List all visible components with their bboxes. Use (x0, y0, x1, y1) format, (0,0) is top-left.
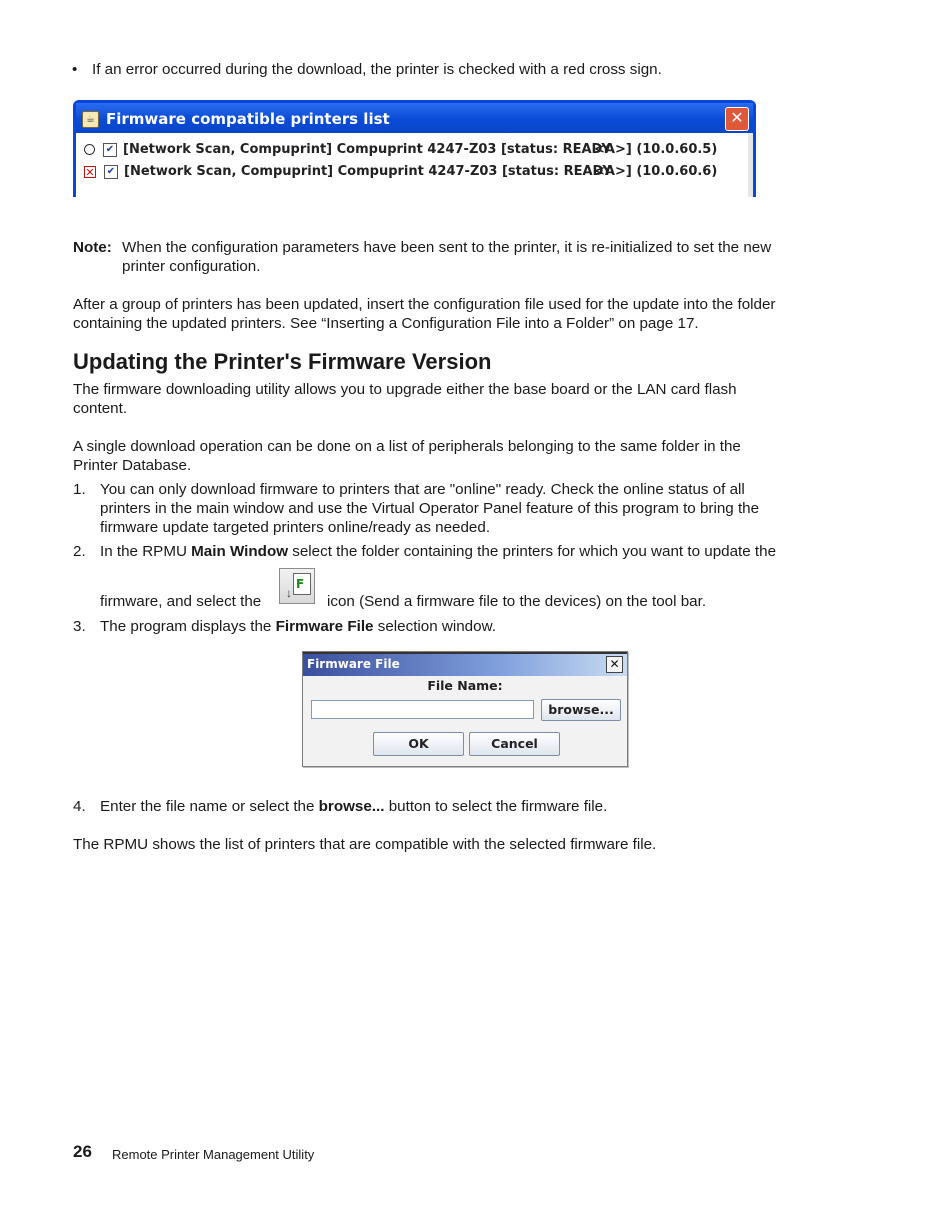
file-name-input[interactable] (311, 700, 534, 719)
step-2-post: select the folder containing the printers for which you want to update the (288, 543, 777, 560)
step-1-line1: You can only download firmware to printers that are "online" ready. Check the online status of all (100, 481, 745, 498)
bullet-dot: • (72, 61, 78, 78)
step-4-bold: browse... (318, 798, 385, 815)
error-bullet-text: If an error occurred during the download, the printer is checked with a red cross sign. (92, 61, 662, 78)
section-p2-line2: Printer Database. (73, 457, 192, 474)
checkbox[interactable]: ✔ (104, 165, 118, 179)
step-3-text (100, 617, 496, 636)
dialog-title: Firmware File (307, 657, 400, 671)
after-group-line1: After a group of printers has been updated, insert the configuration file used for the update into the folder (73, 296, 776, 313)
window-edge (748, 133, 753, 197)
red-cross-icon: ✕ (85, 165, 95, 179)
step-3-bold: Firmware File (275, 618, 374, 635)
send-firmware-icon (279, 568, 315, 604)
window-title: Firmware compatible printers list (106, 110, 390, 128)
file-name-label: File Name: (427, 678, 503, 693)
ok-button[interactable]: OK (373, 732, 464, 756)
section-heading: Updating the Printer's Firmware Version (73, 349, 492, 374)
step-2-line2-pre: firmware, and select the (100, 593, 262, 610)
step-2-pre: In the RPMU (100, 543, 192, 560)
step-1-line2: printers in the main window and use the Virtual Operator Panel feature of this program to bring the (100, 500, 760, 517)
printer-description: [Network Scan, Compuprint] Compuprint 4247-Z03 [status: READY (123, 142, 611, 157)
java-app-icon: ☕ (82, 111, 99, 128)
note-label: Note: (73, 239, 112, 256)
step-1-line3: firmware update targeted printers online/ready as needed. (100, 519, 491, 536)
step-2-line1 (100, 542, 776, 561)
step-3-post: selection window. (373, 618, 496, 635)
window-title-bar (76, 103, 753, 133)
step-3-number: 3. (73, 618, 86, 635)
printer-address: <A>] (10.0.60.6) (594, 164, 718, 179)
firmware-letter: F (296, 577, 305, 591)
step-1-number: 1. (73, 481, 86, 498)
step-4-number: 4. (73, 798, 86, 815)
step-2-number: 2. (73, 543, 86, 560)
after-group-line2: containing the updated printers. See “Inserting a Configuration File into a Folder” on page 17. (73, 315, 699, 332)
note-text-line2: printer configuration. (122, 258, 261, 275)
dialog-title-bar (303, 652, 627, 676)
section-p2-line1: A single download operation can be done on a list of peripherals belonging to the same folder in the (73, 438, 741, 455)
firmware-compatible-printers-window (73, 100, 756, 197)
book-title: Remote Printer Management Utility (112, 1147, 315, 1162)
printer-description: [Network Scan, Compuprint] Compuprint 4247-Z03 [status: READY (124, 164, 612, 179)
printer-address: <A>] (10.0.60.5) (594, 142, 718, 157)
close-button[interactable]: ✕ (725, 107, 749, 131)
note-text-line1: When the configuration parameters have been sent to the printer, it is re-initialized to set the new (122, 239, 772, 256)
step-4-post: button to select the firmware file. (384, 798, 608, 815)
cancel-button[interactable]: Cancel (469, 732, 560, 756)
closing-paragraph: The RPMU shows the list of printers that are compatible with the selected firmware file. (73, 836, 657, 853)
down-arrow-icon: ↓ (286, 586, 292, 600)
page-number: 26 (73, 1142, 92, 1161)
firmware-file-dialog (302, 651, 628, 767)
browse-button[interactable]: browse... (541, 699, 621, 721)
printer-row[interactable] (84, 142, 718, 157)
section-p1-line1: The firmware downloading utility allows you to upgrade either the base board or the LAN card flash (73, 381, 737, 398)
step-3-pre: The program displays the (100, 618, 276, 635)
step-4-text (100, 797, 607, 816)
printer-row[interactable] (84, 164, 718, 179)
checkbox[interactable]: ✔ (103, 143, 117, 157)
close-icon[interactable]: ✕ (606, 656, 623, 673)
step-2-line2-post: icon (Send a firmware file to the devices) on the tool bar. (327, 593, 707, 610)
section-p1-line2: content. (73, 400, 128, 417)
step-2-bold: Main Window (191, 543, 289, 560)
step-4-pre: Enter the file name or select the (100, 798, 319, 815)
circle-icon (84, 144, 95, 155)
